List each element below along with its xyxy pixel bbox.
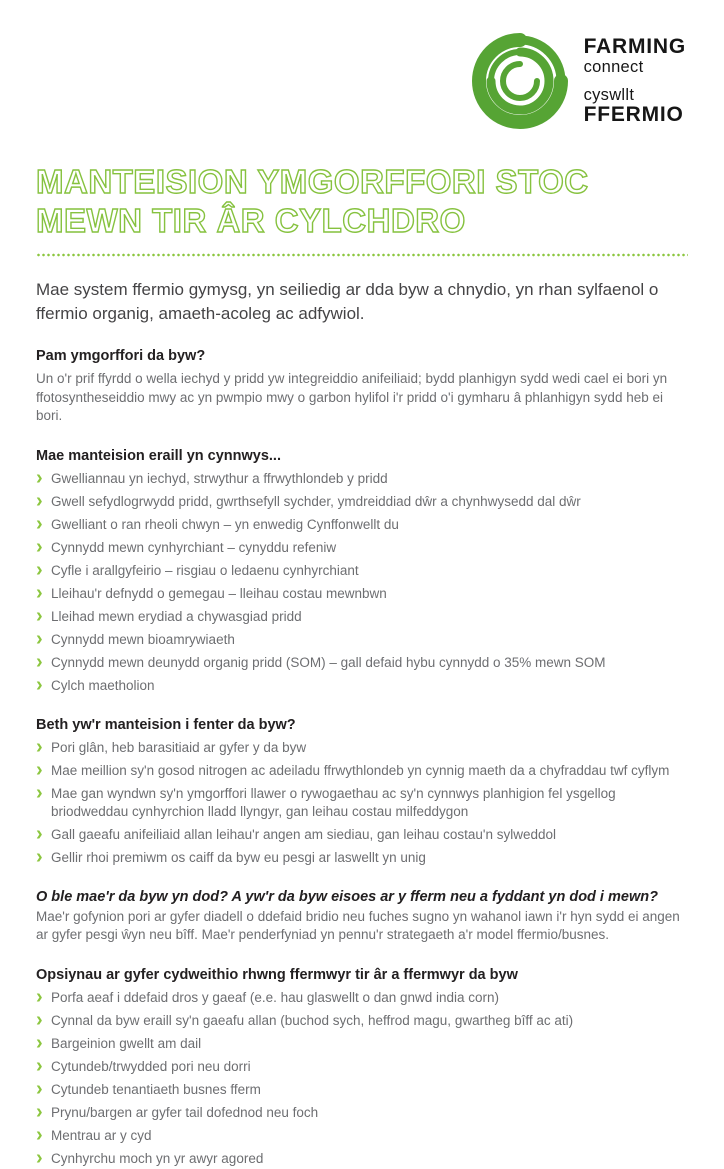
- page-title-line2: MEWN TIR ÂR CYLCHDRO: [36, 202, 466, 239]
- chevron-bullet-icon: ›: [36, 650, 43, 673]
- chevron-bullet-icon: ›: [36, 985, 43, 1008]
- chevron-bullet-icon: ›: [36, 581, 43, 604]
- chevron-bullet-icon: ›: [36, 512, 43, 535]
- bullet-text: Gwelliannau yn iechyd, strwythur a ffrwythlondeb y pridd: [51, 470, 388, 486]
- question-body: Mae'r gofynion pori ar gyfer diadell o ddefaid bridio neu fuches sugno yn wahanol iawn i'r hyn sydd ei angen ar gyfer pesgi ŵyn neu bîff. Mae'r penderfyniad yn pennu'r strategaeth a'r model ffermio/busnes.: [36, 908, 680, 942]
- opsiynau-bullet-list: [36, 985, 688, 1169]
- page-title-line1: MANTEISION YMGORFFORI STOC: [36, 163, 589, 200]
- bullet-text: Mentrau ar y cyd: [51, 1127, 152, 1143]
- bullet-text: Cynhyrchu moch yn yr awyr agored: [51, 1150, 264, 1166]
- list-item: [36, 781, 688, 821]
- list-item: [36, 650, 688, 673]
- logo-ffermio-text: FFERMIO: [583, 103, 684, 126]
- list-item: [36, 673, 688, 696]
- chevron-bullet-icon: ›: [36, 627, 43, 650]
- chevron-bullet-icon: ›: [36, 735, 43, 758]
- list-item: [36, 558, 688, 581]
- list-item: [36, 758, 688, 781]
- bullet-text: Gwelliant o ran rheoli chwyn – yn enwedig Cynffonwellt du: [51, 516, 399, 532]
- chevron-bullet-icon: ›: [36, 558, 43, 581]
- logo-wordmark: [584, 36, 686, 126]
- section-pam-body: Un o'r prif ffyrdd o wella iechyd y pridd yw integreiddio anifeiliaid; bydd planhigyn sydd wedi cael ei bori yn ffotosyntheseiddio mwy ac yn pwmpio mwy o garbon hylifol i'r pridd o'i gymharu â phlanhigyn sydd heb ei bori.: [36, 371, 668, 423]
- chevron-bullet-icon: ›: [36, 604, 43, 627]
- bullet-text: Cytundeb/trwydded pori neu dorri: [51, 1058, 251, 1074]
- intro-paragraph: Mae system ffermio gymysg, yn seiliedig ar dda byw a chnydio, yn rhan sylfaenol o ffermio organig, amaeth-acoleg ac adfywiol.: [36, 280, 659, 323]
- list-item: [36, 512, 688, 535]
- section-heading-manteision: Mae manteision eraill yn cynnwys...: [36, 447, 281, 464]
- dotted-divider: [36, 253, 688, 257]
- chevron-bullet-icon: ›: [36, 535, 43, 558]
- chevron-bullet-icon: ›: [36, 822, 43, 845]
- bullet-text: Gwell sefydlogrwydd pridd, gwrthsefyll sychder, ymdreiddiad dŵr a chynhwysedd dal dŵr: [51, 493, 581, 509]
- chevron-bullet-icon: ›: [36, 845, 43, 868]
- list-item: [36, 1008, 688, 1031]
- bullet-text: Porfa aeaf i ddefaid dros y gaeaf (e.e. hau glaswellt o dan gnwd india corn): [51, 989, 500, 1005]
- logo-cyswllt-text: cyswllt: [583, 86, 635, 104]
- bullet-text: Bargeinion gwellt am dail: [51, 1035, 202, 1051]
- bullet-text: Cynnydd mewn bioamrywiaeth: [51, 631, 235, 647]
- bullet-text: Lleihau'r defnydd o gemegau – lleihau costau mewnbwn: [51, 585, 387, 601]
- bullet-text: Cynnydd mewn deunydd organig pridd (SOM) – gall defaid hybu cynnydd o 35% mewn SOM: [51, 654, 606, 670]
- logo-swirl-icon: [470, 31, 570, 131]
- bullet-text: Gellir rhoi premiwm os caiff da byw eu pesgi ar laswellt yn unig: [51, 849, 426, 865]
- list-item: [36, 845, 688, 868]
- chevron-bullet-icon: ›: [36, 1031, 43, 1054]
- bullet-text: Cyfle i arallgyfeirio – risgiau o ledaenu cynhyrchiant: [51, 562, 359, 578]
- page-title: [36, 162, 688, 240]
- list-item: [36, 1077, 688, 1100]
- header: [36, 26, 688, 136]
- bullet-text: Mae gan wyndwn sy'n ymgorffori llawer o rywogaethau ac sy'n cynnwys planhigion fel ysgellog briodweddau cynhyrchion lladd llyngyr, gan leihau costau milfeddygon: [51, 785, 616, 819]
- list-item: [36, 985, 688, 1008]
- bullet-text: Cytundeb tenantiaeth busnes fferm: [51, 1081, 261, 1097]
- chevron-bullet-icon: ›: [36, 781, 43, 804]
- list-item: [36, 466, 688, 489]
- bullet-text: Cynnal da byw eraill sy'n gaeafu allan (buchod sych, heffrod magu, gwartheg bîff ac ati): [51, 1012, 574, 1028]
- logo-farming-text: FARMING: [583, 35, 686, 58]
- chevron-bullet-icon: ›: [36, 1077, 43, 1100]
- farming-connect-logo: [470, 26, 686, 136]
- list-item: [36, 489, 688, 512]
- list-item: [36, 581, 688, 604]
- section-heading-pam: Pam ymgorffori da byw?: [36, 348, 206, 364]
- list-item: [36, 604, 688, 627]
- logo-connect-text: connect: [583, 58, 644, 76]
- bullet-text: Pori glân, heb barasitiaid ar gyfer y da byw: [51, 739, 307, 755]
- chevron-bullet-icon: ›: [36, 758, 43, 781]
- chevron-bullet-icon: ›: [36, 1054, 43, 1077]
- bullet-text: Cylch maetholion: [51, 677, 155, 693]
- chevron-bullet-icon: ›: [36, 1008, 43, 1031]
- list-item: [36, 627, 688, 650]
- bullet-text: Cynnydd mewn cynhyrchiant – cynyddu refeniw: [51, 539, 337, 555]
- section-heading-menter: Beth yw'r manteision i fenter da byw?: [36, 716, 296, 733]
- section-heading-opsiynau: Opsiynau ar gyfer cydweithio rhwng ffermwyr tir âr a ffermwyr da byw: [36, 966, 518, 983]
- list-item: [36, 535, 688, 558]
- list-item: [36, 1054, 688, 1077]
- chevron-bullet-icon: ›: [36, 1100, 43, 1123]
- menter-bullet-list: [36, 735, 688, 868]
- list-item: [36, 1146, 688, 1169]
- list-item: [36, 1031, 688, 1054]
- list-item: [36, 1100, 688, 1123]
- chevron-bullet-icon: ›: [36, 466, 43, 489]
- list-item: [36, 1123, 688, 1146]
- bullet-text: Lleihad mewn erydiad a chywasgiad pridd: [51, 608, 302, 624]
- chevron-bullet-icon: ›: [36, 489, 43, 512]
- list-item: [36, 735, 688, 758]
- chevron-bullet-icon: ›: [36, 1123, 43, 1146]
- bullet-text: Prynu/bargen ar gyfer tail dofednod neu foch: [51, 1104, 319, 1120]
- chevron-bullet-icon: ›: [36, 1146, 43, 1169]
- chevron-bullet-icon: ›: [36, 673, 43, 696]
- question-heading: O ble mae'r da byw yn dod? A yw'r da byw eisoes ar y fferm neu a fyddant yn dod i mewn?: [36, 888, 658, 905]
- bullet-text: Gall gaeafu anifeiliaid allan leihau'r angen am siediau, gan leihau costau'n sylweddol: [51, 826, 556, 842]
- bullet-text: Mae meillion sy'n gosod nitrogen ac adeiladu ffrwythlondeb yn cynnig maeth da a chyfraddau twf cyflym: [51, 762, 670, 778]
- list-item: [36, 822, 688, 845]
- manteision-bullet-list: [36, 466, 688, 696]
